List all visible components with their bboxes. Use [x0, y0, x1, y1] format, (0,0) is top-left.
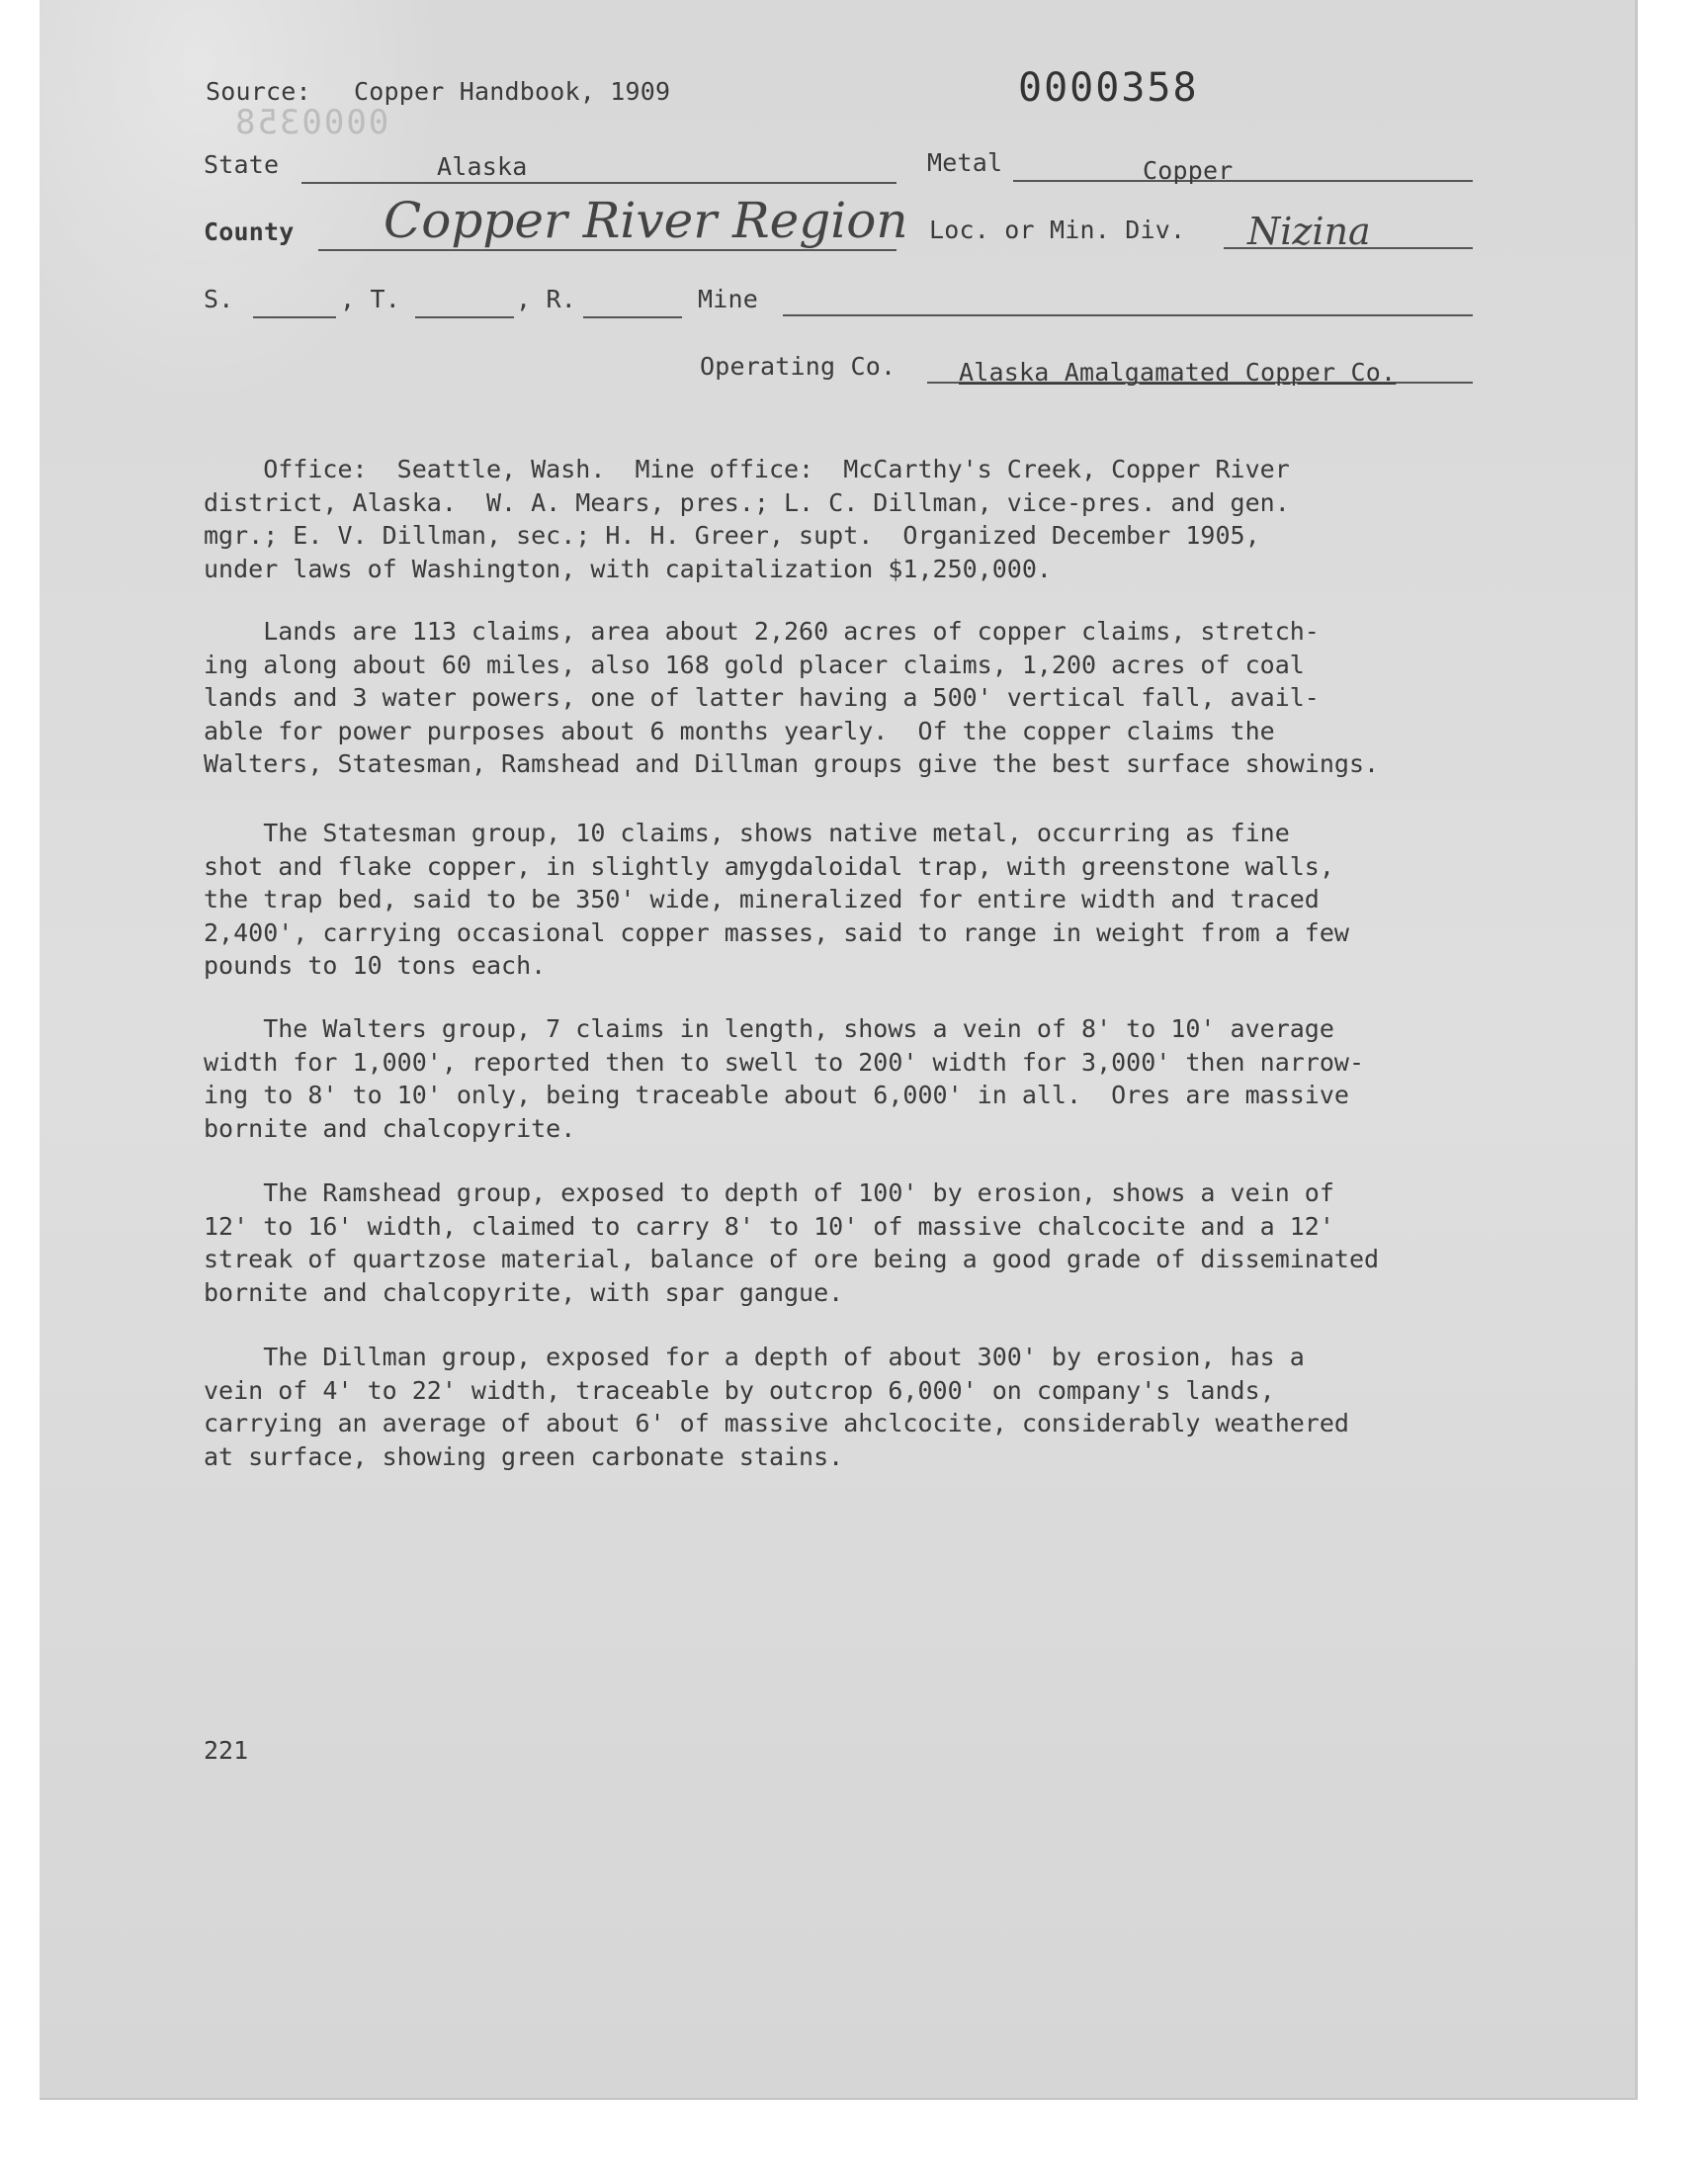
state-underline — [301, 182, 897, 184]
paragraph-line: bornite and chalcopyrite. — [204, 1113, 576, 1143]
paragraph-line: Lands are 113 claims, area about 2,260 acres of copper claims, stretch- — [204, 617, 1320, 646]
paragraph-line: vein of 4' to 22' width, traceable by outcrop 6,000' on company's lands, — [204, 1375, 1275, 1405]
paragraph-line: The Statesman group, 10 claims, shows native metal, occurring as fine — [204, 819, 1290, 847]
county-underline — [318, 249, 897, 251]
paragraph-statesman — [204, 817, 1349, 983]
range-underline — [583, 316, 682, 318]
paragraph-line: Office: Seattle, Wash. Mine office: McCarthy's Creek, Copper River — [204, 455, 1290, 483]
township-underline — [415, 316, 514, 318]
metal-underline — [1013, 180, 1473, 182]
operating-value: Alaska Amalgamated Copper Co. — [959, 358, 1397, 387]
mine-underline — [783, 314, 1473, 316]
state-value: Alaska — [437, 152, 528, 181]
source-label: Source: — [206, 77, 311, 106]
paragraph-line: district, Alaska. W. A. Mears, pres.; L. C. Dillman, vice-pres. and gen. — [204, 487, 1290, 517]
metal-label: Metal — [927, 148, 1003, 177]
paragraph-line: width for 1,000', reported then to swell to 200' width for 3,000' then narrow- — [204, 1047, 1364, 1077]
loc-value-handwritten: Nizina — [1247, 210, 1371, 253]
source-value: Copper Handbook, 1909 — [354, 77, 671, 106]
document-number-stamp: 0000358 — [1018, 65, 1199, 111]
paragraph-office — [204, 453, 1290, 585]
metal-value: Copper — [1143, 156, 1234, 185]
loc-label: Loc. or Min. Div. — [929, 216, 1186, 244]
paragraph-line: the trap bed, said to be 350' wide, mineralized for entire width and traced — [204, 885, 1320, 914]
paragraph-line: streak of quartzose material, balance of ore being a good grade of disseminated — [204, 1245, 1380, 1273]
paragraph-line: pounds to 10 tons each. — [204, 951, 547, 980]
section-label: S. — [204, 285, 234, 313]
paragraph-line: 2,400', carrying occasional copper masses, said to range in weight from a few — [204, 917, 1349, 947]
paragraph-line: The Dillman group, exposed for a depth of about 300' by erosion, has a — [204, 1343, 1305, 1371]
paragraph-line: able for power purposes about 6 months yearly. Of the copper claims the — [204, 716, 1275, 745]
paragraph-line: bornite and chalcopyrite, with spar gangue. — [204, 1277, 844, 1307]
operating-label: Operating Co. — [700, 352, 897, 381]
county-value-handwritten: Copper River Region — [384, 192, 908, 249]
range-label: , R. — [516, 285, 577, 313]
paragraph-lands — [204, 615, 1379, 781]
township-label: , T. — [340, 285, 401, 313]
county-label: County — [204, 218, 295, 246]
paragraph-line: 12' to 16' width, claimed to carry 8' to 10' of massive chalcocite and a 12' — [204, 1211, 1334, 1241]
paragraph-line: ing to 8' to 10' only, being traceable about 6,000' in all. Ores are massive — [204, 1081, 1349, 1109]
paragraph-ramshead — [204, 1176, 1379, 1309]
mine-label: Mine — [698, 285, 759, 313]
paragraph-dillman — [204, 1341, 1349, 1473]
ghost-number-bleedthrough: 0000358 — [233, 103, 389, 142]
paragraph-line: The Ramshead group, exposed to depth of 100' by erosion, shows a vein of — [204, 1178, 1334, 1207]
paragraph-walters — [204, 1012, 1364, 1145]
state-label: State — [204, 150, 280, 179]
paragraph-line: Walters, Statesman, Ramshead and Dillman groups give the best surface showings. — [204, 749, 1380, 778]
paragraph-line: The Walters group, 7 claims in length, shows a vein of 8' to 10' average — [204, 1014, 1334, 1043]
paragraph-line: at surface, showing green carbonate stains. — [204, 1441, 844, 1471]
paragraph-line: mgr.; E. V. Dillman, sec.; H. H. Greer, supt. Organized December 1905, — [204, 521, 1260, 550]
paragraph-line: ing along about 60 miles, also 168 gold placer claims, 1,200 acres of coal — [204, 650, 1305, 679]
paragraph-line: under laws of Washington, with capitalization $1,250,000. — [204, 554, 1052, 583]
section-underline — [253, 316, 336, 318]
paragraph-line: lands and 3 water powers, one of latter having a 500' vertical fall, avail- — [204, 683, 1320, 712]
paragraph-line: carrying an average of about 6' of massive ahclcocite, considerably weathered — [204, 1409, 1349, 1437]
page-number: 221 — [204, 1736, 249, 1765]
paragraph-line: shot and flake copper, in slightly amygdaloidal trap, with greenstone walls, — [204, 851, 1334, 881]
